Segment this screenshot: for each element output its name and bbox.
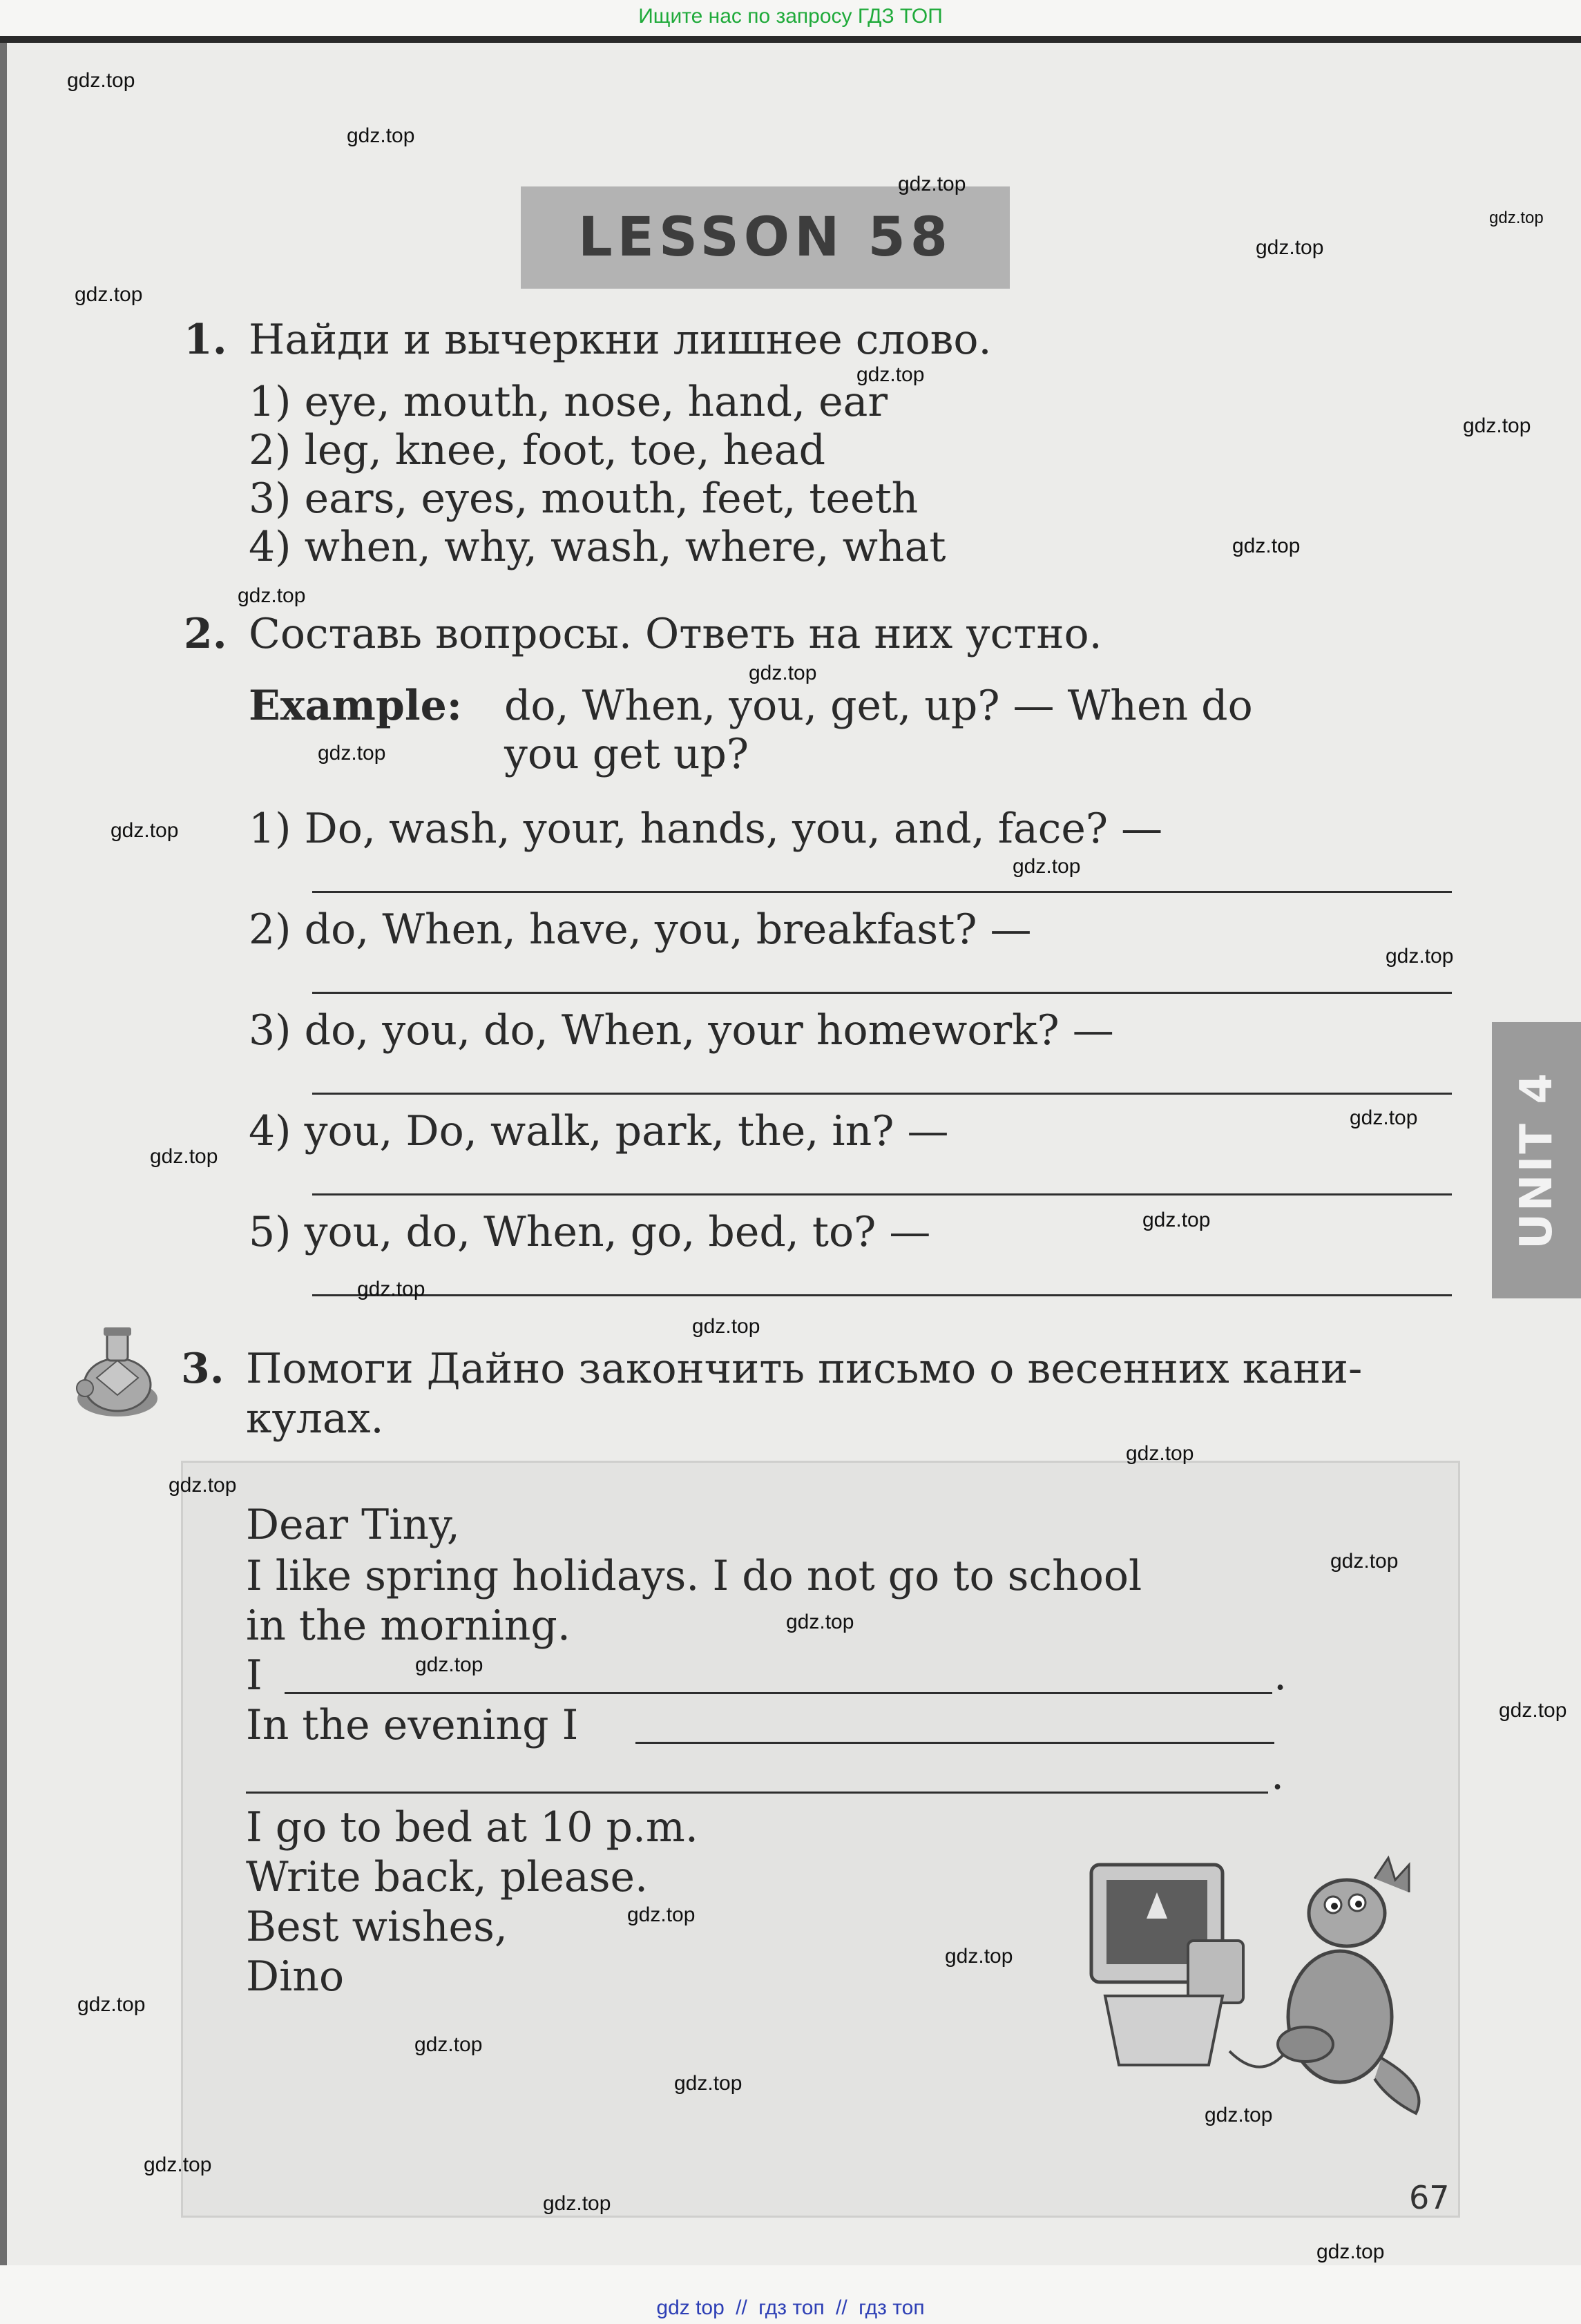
letter-line-3-start: I: [246, 1651, 262, 1700]
watermark: gdz.top: [347, 124, 415, 147]
ex2-item-5: 5) you, do, When, go, bed, to? —: [249, 1208, 931, 1256]
watermark: gdz.top: [1330, 1550, 1399, 1573]
ex3-instruction-line1: Помоги Дайно закончить письмо о весенних кани-: [246, 1345, 1363, 1393]
top-rule: [0, 36, 1581, 43]
watermark: gdz.top: [75, 283, 143, 306]
watermark: gdz.top: [1350, 1106, 1418, 1129]
footer-separator: //: [836, 2296, 847, 2319]
ex2-instruction: Составь вопросы. Ответь на них устно.: [249, 610, 1102, 658]
watermark: gdz.top: [111, 819, 179, 842]
watermark: gdz.top: [238, 584, 306, 607]
watermark: gdz.top: [543, 2192, 611, 2215]
letter-line-2: in the morning.: [246, 1602, 571, 1650]
footer-link[interactable]: гдз топ: [859, 2296, 925, 2319]
watermark: gdz.top: [1256, 236, 1324, 259]
watermark: gdz.top: [898, 173, 966, 195]
ex1-number: 1.: [184, 316, 227, 364]
ex2-item-4: 4) you, Do, walk, park, the, in? —: [249, 1107, 949, 1155]
watermark: gdz.top: [1013, 855, 1081, 878]
letter-answer-line-1[interactable]: [285, 1692, 1272, 1694]
ex2-example-line1: do, When, you, get, up? — When do: [504, 682, 1253, 730]
letter-line-9: Dino: [246, 1952, 345, 2001]
dino-turtle-icon: [66, 1319, 169, 1423]
ex1-item-3: 3) ears, eyes, mouth, feet, teeth: [249, 474, 919, 523]
dino-computer-illustration: [1084, 1837, 1444, 2127]
letter-answer-line-3[interactable]: [246, 1792, 1268, 1794]
ex2-answer-line-2[interactable]: [312, 992, 1452, 994]
letter-line-1: I like spring holidays. I do not go to school: [246, 1552, 1142, 1600]
letter-line-3-end: .: [1274, 1651, 1287, 1700]
watermark: gdz.top: [1232, 535, 1301, 557]
watermark: gdz.top: [674, 2072, 742, 2095]
unit-tab-label: UNIT 4: [1511, 1071, 1562, 1249]
watermark: gdz.top: [1499, 1699, 1567, 1722]
watermark: gdz.top: [786, 1611, 854, 1633]
ex2-answer-line-4[interactable]: [312, 1193, 1452, 1195]
lesson-title: LESSON 58: [577, 207, 953, 269]
ex2-item-2: 2) do, When, have, you, breakfast? —: [249, 905, 1032, 954]
ex2-number: 2.: [184, 610, 227, 658]
letter-greeting: Dear Tiny,: [246, 1501, 460, 1549]
ex1-instruction: Найди и вычеркни лишнее слово.: [249, 316, 992, 364]
page-left-edge: [0, 43, 7, 2265]
letter-line-8: Best wishes,: [246, 1903, 508, 1951]
top-banner[interactable]: Ищите нас по запросу ГДЗ ТОП: [638, 5, 943, 28]
watermark: gdz.top: [1463, 414, 1531, 437]
ex3-number: 3.: [181, 1345, 224, 1393]
ex1-item-1: 1) eye, mouth, nose, hand, ear: [249, 378, 888, 426]
watermark: gdz.top: [1205, 2104, 1273, 2126]
watermark: gdz.top: [150, 1145, 218, 1168]
footer-links: [0, 2294, 1581, 2324]
letter-answer-line-2[interactable]: [635, 1742, 1274, 1744]
footer-link[interactable]: gdz top: [656, 2296, 725, 2319]
letter-line-4: In the evening I: [246, 1701, 579, 1749]
watermark: gdz.top: [77, 1993, 146, 2016]
ex2-answer-line-1[interactable]: [312, 891, 1452, 893]
watermark: gdz.top: [856, 363, 925, 386]
watermark: gdz.top: [144, 2153, 212, 2176]
ex1-item-4: 4) when, why, wash, where, what: [249, 523, 946, 571]
ex1-item-2: 2) leg, knee, foot, toe, head: [249, 426, 825, 474]
watermark: gdz.top: [67, 69, 135, 92]
watermark: gdz.top: [627, 1903, 696, 1926]
watermark: gdz.top: [169, 1474, 237, 1497]
watermark: gdz.top: [1126, 1442, 1194, 1465]
watermark: gdz.top: [318, 742, 386, 765]
watermark: gdz.top: [357, 1278, 425, 1300]
ex2-item-3: 3) do, you, do, When, your homework? —: [249, 1006, 1114, 1055]
ex2-example-line2: you get up?: [504, 730, 749, 778]
watermark: gdz.top: [414, 2033, 483, 2056]
page-number: 67: [1409, 2179, 1450, 2216]
watermark: gdz.top: [1386, 945, 1454, 968]
watermark: gdz.top: [1142, 1209, 1211, 1231]
ex2-answer-line-3[interactable]: [312, 1093, 1452, 1095]
ex2-example-label: Example:: [249, 682, 462, 730]
ex2-item-1: 1) Do, wash, your, hands, you, and, face? —: [249, 805, 1163, 853]
footer-separator: //: [736, 2296, 747, 2319]
watermark: gdz.top: [692, 1315, 760, 1338]
watermark: gdz.top: [1316, 2240, 1385, 2263]
ex3-instruction-line2: кулах.: [246, 1394, 384, 1443]
watermark: gdz.top: [415, 1653, 483, 1676]
letter-line-5-end: .: [1271, 1751, 1285, 1799]
footer-link[interactable]: гдз топ: [758, 2296, 825, 2319]
watermark: gdz.top: [749, 662, 817, 684]
watermark: gdz.top: [1489, 209, 1544, 227]
watermark: gdz.top: [945, 1945, 1013, 1968]
ex2-answer-line-5[interactable]: [312, 1294, 1452, 1296]
letter-line-7: Write back, please.: [246, 1853, 649, 1901]
letter-line-6: I go to bed at 10 p.m.: [246, 1803, 698, 1852]
